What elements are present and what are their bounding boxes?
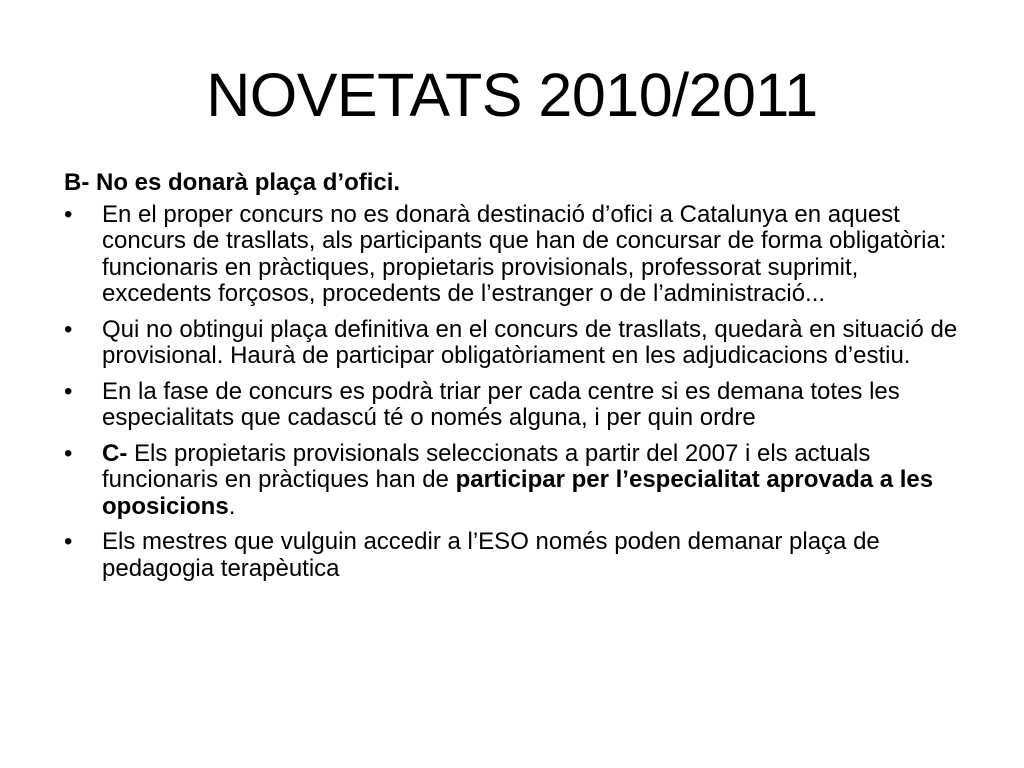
bullet-icon: • <box>64 439 73 467</box>
bullet-list <box>64 202 964 583</box>
bullet-item <box>64 202 964 308</box>
bullet-item <box>64 317 964 370</box>
bullet-text: En la fase de concurs es podrà triar per cada centre si es demana totes les especialitats que cadascú té o només alguna, i per quin ordre <box>102 377 900 431</box>
bullet-item <box>64 441 964 521</box>
bullet-item <box>64 529 964 582</box>
bullet-text-part: . <box>228 492 236 520</box>
slide-body <box>64 170 964 591</box>
bullet-text-part: Els propietaris provisionals seleccionats a partir del 2007 i els actuals funcionaris en pràctiques han de <box>102 439 871 493</box>
bullet-text: Els mestres que vulguin accedir a l’ESO només poden demanar plaça de pedagogia terapèutica <box>102 528 880 582</box>
bullet-item <box>64 379 964 432</box>
slide-title: NOVETATS 2010/2011 <box>206 61 818 129</box>
bullet-icon: • <box>64 315 73 343</box>
bullet-text: En el proper concurs no es donarà destinació d’ofici a Catalunya en aquest concurs de trasllats, als participants que han de concursar de forma obligatòria: funcionaris en pràctiques, propietaris provisionals, professorat suprimit, excedents forçosos, procedents de l’estranger o de l’administració... <box>102 200 947 307</box>
bullet-bold-text: participar per l’especialitat aprovada a les oposicions <box>102 466 934 520</box>
section-heading: B- No es donarà plaça d’ofici. <box>64 169 401 196</box>
bullet-text: Qui no obtingui plaça definitiva en el concurs de trasllats, quedarà en situació de provisional. Haurà de participar obligatòriament en les adjudicacions d’estiu. <box>102 315 958 369</box>
bullet-icon: • <box>64 200 73 228</box>
bullet-icon: • <box>64 528 73 555</box>
bullet-lead-bold: C- <box>102 439 128 467</box>
bullet-text <box>102 440 933 520</box>
bullet-icon: • <box>64 377 73 405</box>
